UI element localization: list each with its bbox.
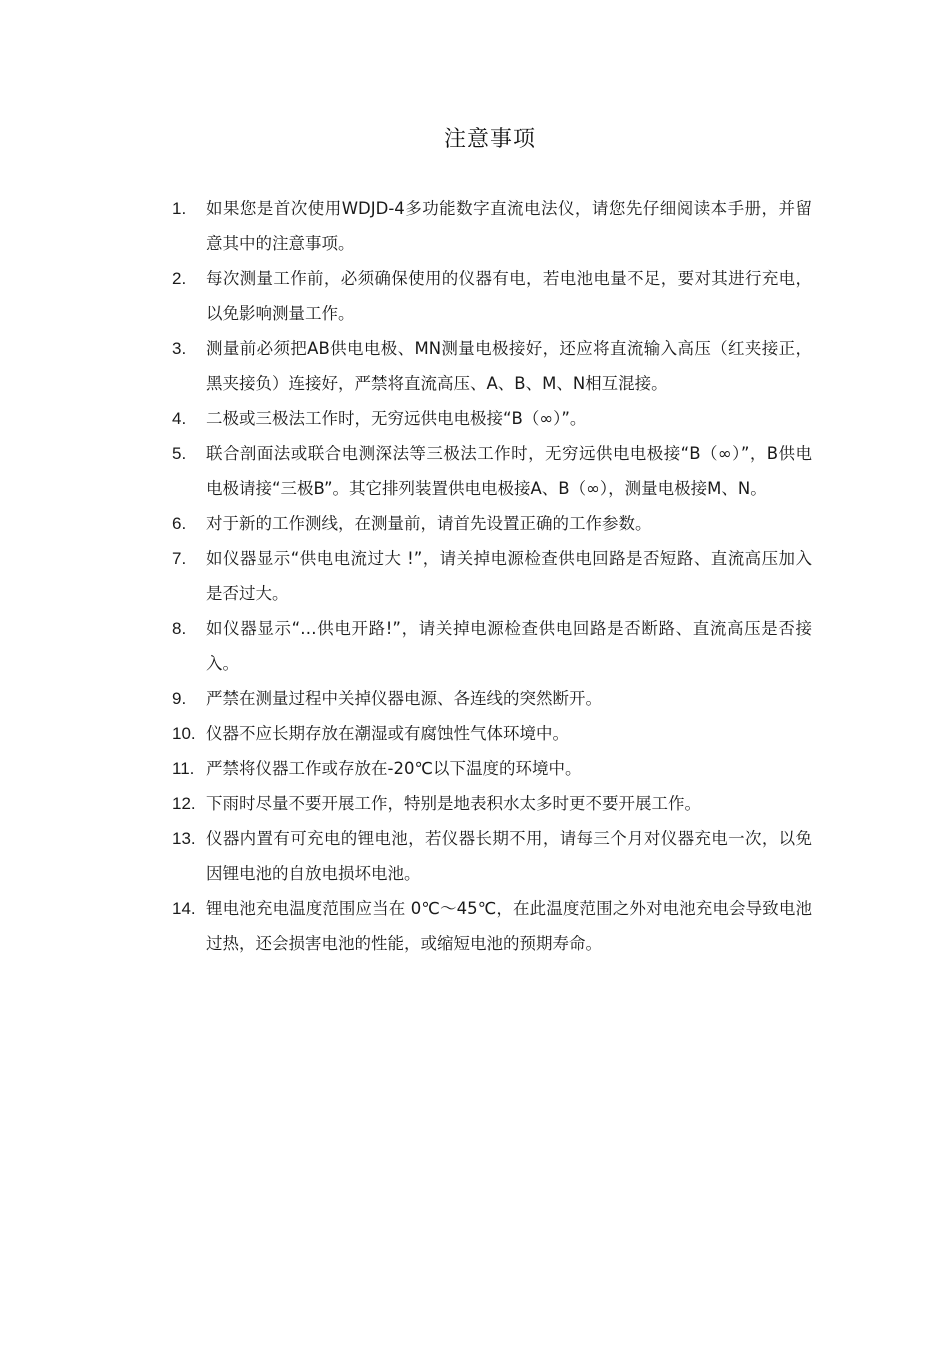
note-text: 如仪器显示“…供电开路!”，请关掉电源检查供电回路是否断路、直流高压是否接入。 — [206, 619, 812, 673]
note-number: 2. — [172, 269, 187, 288]
note-item — [172, 611, 812, 681]
note-item — [172, 821, 812, 891]
note-number: 3. — [172, 339, 187, 358]
note-text: 下雨时尽量不要开展工作，特别是地表积水太多时更不要开展工作。 — [206, 794, 701, 813]
note-text: 测量前必须把AB供电电极、MN测量电极接好，还应将直流输入高压（红夹接正，黑夹接负）连接好，严禁将直流高压、A、B、M、N相互混接。 — [206, 339, 812, 393]
page-title: 注意事项 — [443, 127, 536, 152]
note-text: 严禁将仪器工作或存放在-20℃以下温度的环境中。 — [206, 759, 582, 778]
note-item — [172, 436, 812, 506]
note-text: 如果您是首次使用WDJD-4多功能数字直流电法仪，请您先仔细阅读本手册，并留意其中的注意事项。 — [206, 199, 812, 253]
note-item — [172, 891, 812, 961]
note-number: 8. — [172, 619, 187, 638]
note-item — [172, 786, 812, 821]
note-item — [172, 541, 812, 611]
note-number: 10. — [172, 724, 196, 743]
note-text: 锂电池充电温度范围应当在 0℃～45℃，在此温度范围之外对电池充电会导致电池过热，还会损害电池的性能，或缩短电池的预期寿命。 — [206, 899, 812, 953]
note-number: 6. — [172, 514, 187, 533]
note-item — [172, 401, 812, 436]
note-number: 9. — [172, 689, 187, 708]
note-number: 13. — [172, 829, 196, 848]
note-number: 14. — [172, 899, 196, 918]
note-text: 如仪器显示“供电电流过大 !”，请关掉电源检查供电回路是否短路、直流高压加入是否过大。 — [206, 549, 812, 603]
notes-list — [172, 191, 812, 961]
note-item — [172, 261, 812, 331]
note-number: 4. — [172, 409, 187, 428]
note-number: 1. — [172, 199, 187, 218]
note-item — [172, 331, 812, 401]
note-number: 11. — [172, 759, 195, 778]
note-text: 二极或三极法工作时，无穷远供电电极接“B（∞）”。 — [206, 409, 587, 428]
note-number: 7. — [172, 549, 187, 568]
note-text: 严禁在测量过程中关掉仪器电源、各连线的突然断开。 — [206, 689, 602, 708]
note-text: 每次测量工作前，必须确保使用的仪器有电，若电池电量不足，要对其进行充电，以免影响测量工作。 — [206, 269, 812, 323]
note-item — [172, 716, 812, 751]
note-item — [172, 191, 812, 261]
note-item — [172, 506, 812, 541]
note-text: 仪器内置有可充电的锂电池，若仪器长期不用，请每三个月对仪器充电一次，以免因锂电池的自放电损坏电池。 — [206, 829, 812, 883]
note-text: 对于新的工作测线，在测量前，请首先设置正确的工作参数。 — [206, 514, 652, 533]
note-item — [172, 751, 812, 786]
note-number: 5. — [172, 444, 187, 463]
note-item — [172, 681, 812, 716]
note-text: 联合剖面法或联合电测深法等三极法工作时，无穷远供电电极接“B（∞）”，B供电电极请接“三极B”。其它排列装置供电电极接A、B（∞），测量电极接M、N。 — [206, 444, 812, 498]
note-text: 仪器不应长期存放在潮湿或有腐蚀性气体环境中。 — [206, 724, 569, 743]
note-number: 12. — [172, 794, 196, 813]
